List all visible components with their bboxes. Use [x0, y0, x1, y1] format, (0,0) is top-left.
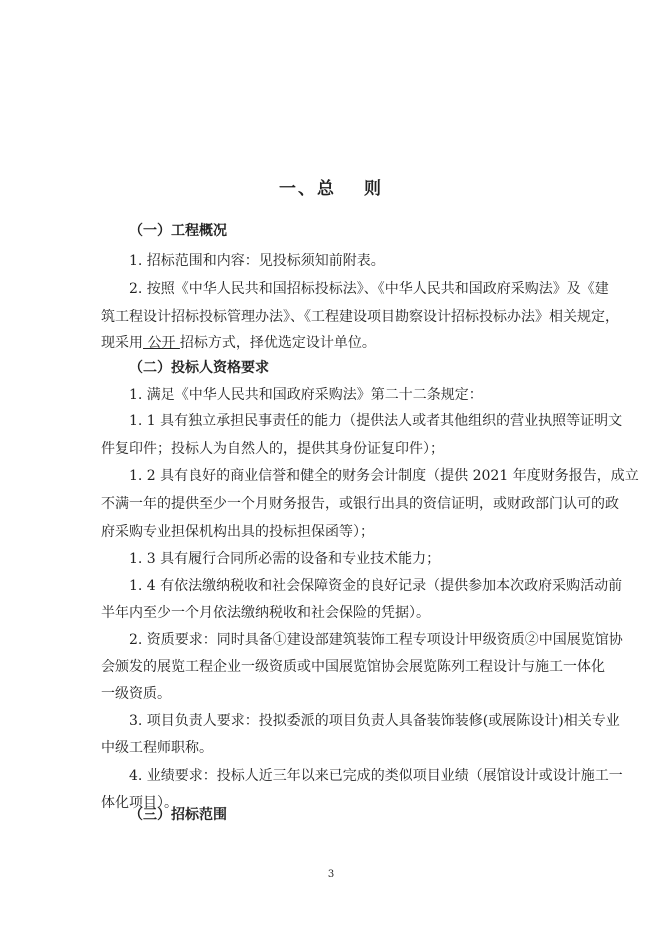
text: 招标方式，择优选定设计单位。 — [179, 335, 376, 351]
procurement-method: 公开 — [143, 335, 180, 351]
paragraph-line: 中级工程师职称。 — [101, 740, 213, 756]
paragraph-line: 件复印件；投标人为自然人的，提供其身份证复印件）； — [101, 441, 444, 457]
paragraph-line: 2. 资质要求：同时具备①建设部建筑装饰工程专项设计甲级资质②中国展览馆协 — [129, 632, 623, 648]
paragraph-line: 筑工程设计招标投标管理办法》、《工程建设项目勘察设计招标投标办法》相关规定， — [101, 309, 619, 325]
paragraph-line: 府采购专业担保机构出具的投标担保函等）； — [101, 524, 374, 540]
paragraph-line: 1. 2 具有良好的商业信誉和健全的财务会计制度（提供 2021 年度财务报告，成立 — [129, 468, 639, 484]
section-heading: （一）工程概况 — [129, 223, 227, 239]
section-heading: （三）招标范围 — [129, 807, 227, 823]
section-heading: （二）投标人资格要求 — [129, 360, 269, 376]
title-part-1: 一、总 — [279, 179, 336, 199]
paragraph-line: 不满一年的提供至少一个月财务报告，或银行出具的资信证明，或财政部门认可的政 — [101, 496, 619, 512]
paragraph-line: 1. 1 具有独立承担民事责任的能力（提供法人或者其他组织的营业执照等证明文 — [129, 413, 623, 429]
paragraph-line: 1. 3 具有履行合同所必需的设备和专业技术能力； — [129, 551, 441, 567]
text: 现采用 — [101, 335, 143, 351]
paragraph-line: 2. 按照《中华人民共和国招标投标法》、《中华人民共和国政府采购法》及《建 — [129, 281, 609, 297]
paragraph-line: 3. 项目负责人要求：投拟委派的项目负责人具备装饰装修(或展陈设计)相关专业 — [129, 713, 620, 729]
page-number: 3 — [327, 869, 335, 880]
paragraph-line: 会颁发的展览工程企业一级资质或中国展览馆协会展览陈列工程设计与施工一体化 — [101, 659, 605, 675]
paragraph-line: 1. 4 有依法缴纳税收和社会保障资金的良好记录（提供参加本次政府采购活动前 — [129, 578, 623, 594]
paragraph-line: 4. 业绩要求：投标人近三年以来已完成的类似项目业绩（展馆设计或设计施工一 — [129, 768, 623, 784]
title-part-2: 则 — [364, 179, 383, 199]
paragraph-line: 一级资质。 — [101, 686, 171, 702]
paragraph-line: 1. 招标范围和内容：见投标须知前附表。 — [129, 253, 385, 269]
chapter-title — [0, 174, 662, 199]
paragraph-line — [101, 334, 591, 352]
paragraph-line: 半年内至少一个月依法缴纳税收和社会保险的凭据）。 — [101, 605, 430, 621]
paragraph-line: 1. 满足《中华人民共和国政府采购法》第二十二条规定： — [129, 387, 483, 403]
paragraph-line: 体化项目）。 — [101, 795, 178, 811]
